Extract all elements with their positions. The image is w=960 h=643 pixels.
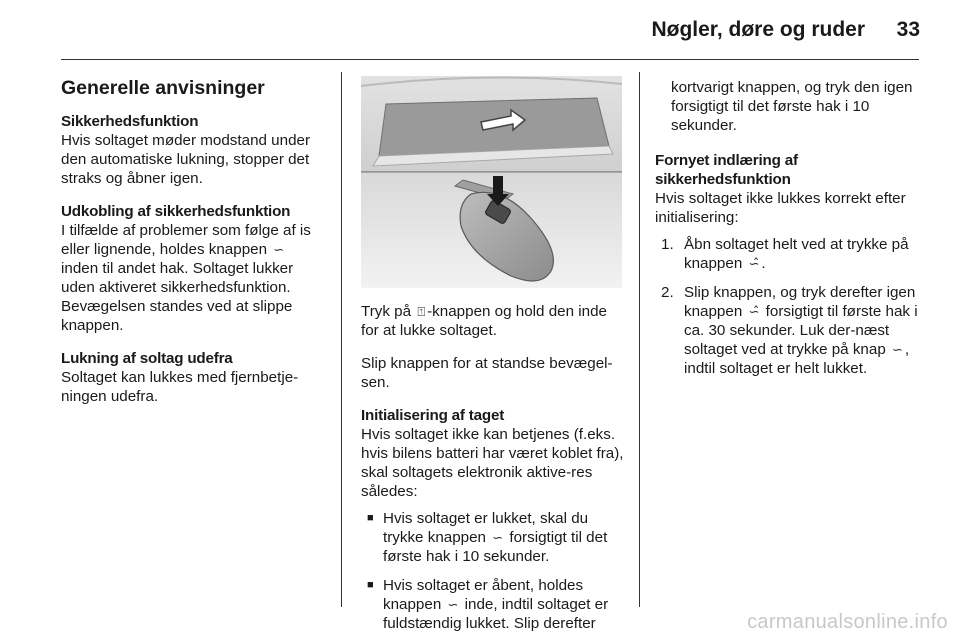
paragraph-press-key: [361, 302, 627, 340]
text-relearn-step2-a: Slip knappen, og tryk derefter igen knappen: [684, 284, 916, 320]
column-divider-left: [341, 72, 342, 607]
text-relearn-step1-b: .: [761, 255, 766, 272]
text-step-closed-b: forsigtigt til det første hak i 10 sekunder.: [383, 529, 608, 565]
column-3: [655, 78, 921, 388]
paragraph-continuation: kortvarigt knappen, og tryk den igen forsigtigt til det første hak i 10 sekunder.: [671, 79, 913, 134]
text-disable-safety-a: I tilfælde af problemer som følge af is eller lignende, holdes knappen: [61, 222, 311, 258]
text-step-open-b: inde, indtil soltaget er fuldstændig lukket. Slip derefter: [383, 596, 609, 632]
text-relearn-step2-c: , indtil soltaget er helt lukket.: [684, 341, 910, 377]
subheading-disable-safety: Udkobling af sikkerhedsfunktion: [61, 203, 291, 220]
column-2: [361, 302, 627, 643]
subheading-relearn-2: sikkerhedsfunktion: [655, 171, 791, 188]
text-initialization: Hvis soltaget ikke kan betjenes (f.eks. hvis bilens batteri har været koblet fra), skal soltagets elektronik aktive-res således:: [361, 426, 624, 500]
sunroof-icon: ∽: [492, 530, 504, 545]
list-item: [367, 576, 627, 633]
subheading-close-outside: Lukning af soltag udefra: [61, 350, 233, 367]
text-press-key-b: -knappen og hold den inde for at lukke soltaget.: [361, 303, 607, 339]
text-step-open-a: Hvis soltaget er åbent, holdes knappen: [383, 577, 584, 613]
text-relearn-step1-a: Åbn soltaget helt ved at trykke på knappen: [684, 236, 909, 272]
illustration-svg: [361, 76, 622, 288]
sunroof-open-icon: ∽̂: [748, 304, 760, 319]
subheading-initialization: Initialisering af taget: [361, 407, 505, 424]
sunroof-icon: ∽: [447, 597, 459, 612]
initialization-steps: [361, 509, 627, 633]
paragraph-safety-function: [61, 112, 327, 188]
list-item: [661, 283, 921, 378]
paragraph-close-outside: [61, 349, 327, 406]
sunroof-icon: ∽: [892, 342, 903, 357]
text-relearn-step2-b: forsigtigt til første hak i ca. 30 sekunder. Luk der-næst soltaget ved at trykke på knap: [684, 303, 918, 358]
text-press-key-a: Tryk på: [361, 303, 412, 320]
paragraph-relearn: [655, 151, 921, 227]
text-relearn: Hvis soltaget ikke lukkes korrekt efter initialisering:: [655, 190, 906, 226]
text-step-closed-a: Hvis soltaget er lukket, skal du trykke knappen: [383, 510, 589, 546]
subheading-relearn-1: Fornyet indlæring af: [655, 152, 798, 169]
step-number: 2.: [661, 284, 674, 301]
sunroof-icon: ∽: [273, 242, 285, 257]
column-divider-right: [639, 72, 640, 607]
key-lock-icon: ⍐: [417, 304, 426, 319]
sunroof-open-icon: ∽̂: [748, 256, 760, 271]
header-rule: [61, 59, 919, 60]
step-number: 1.: [661, 236, 674, 253]
relearn-steps: [655, 235, 921, 378]
text-disable-safety-b: inden til andet hak. Soltaget lukker uden aktiveret sikkerhedsfunktion. Bevægelsen standes ved at slippe knappen.: [61, 260, 294, 334]
paragraph-release-key: Slip knappen for at standse bevægel-sen.: [361, 355, 613, 391]
illustration-remote-key-sunroof: [361, 76, 622, 288]
column-1: [61, 72, 327, 420]
subheading-safety-function: Sikkerhedsfunktion: [61, 113, 199, 130]
list-item: [367, 509, 627, 566]
section-heading: Generelle anvisninger: [61, 77, 265, 99]
watermark: carmanualsonline.info: [747, 611, 948, 633]
text-safety-function: Hvis soltaget møder modstand under den automatiske lukning, stopper det straks og åbner igen.: [61, 132, 311, 187]
text-close-outside: Soltaget kan lukkes med fjernbetje-ningen udefra.: [61, 369, 299, 405]
paragraph-disable-safety: [61, 202, 327, 335]
page-header-title: Nøgler, døre og ruder: [651, 18, 865, 41]
page-number: 33: [896, 18, 920, 41]
list-item: [661, 235, 921, 273]
paragraph-initialization: [361, 406, 627, 501]
